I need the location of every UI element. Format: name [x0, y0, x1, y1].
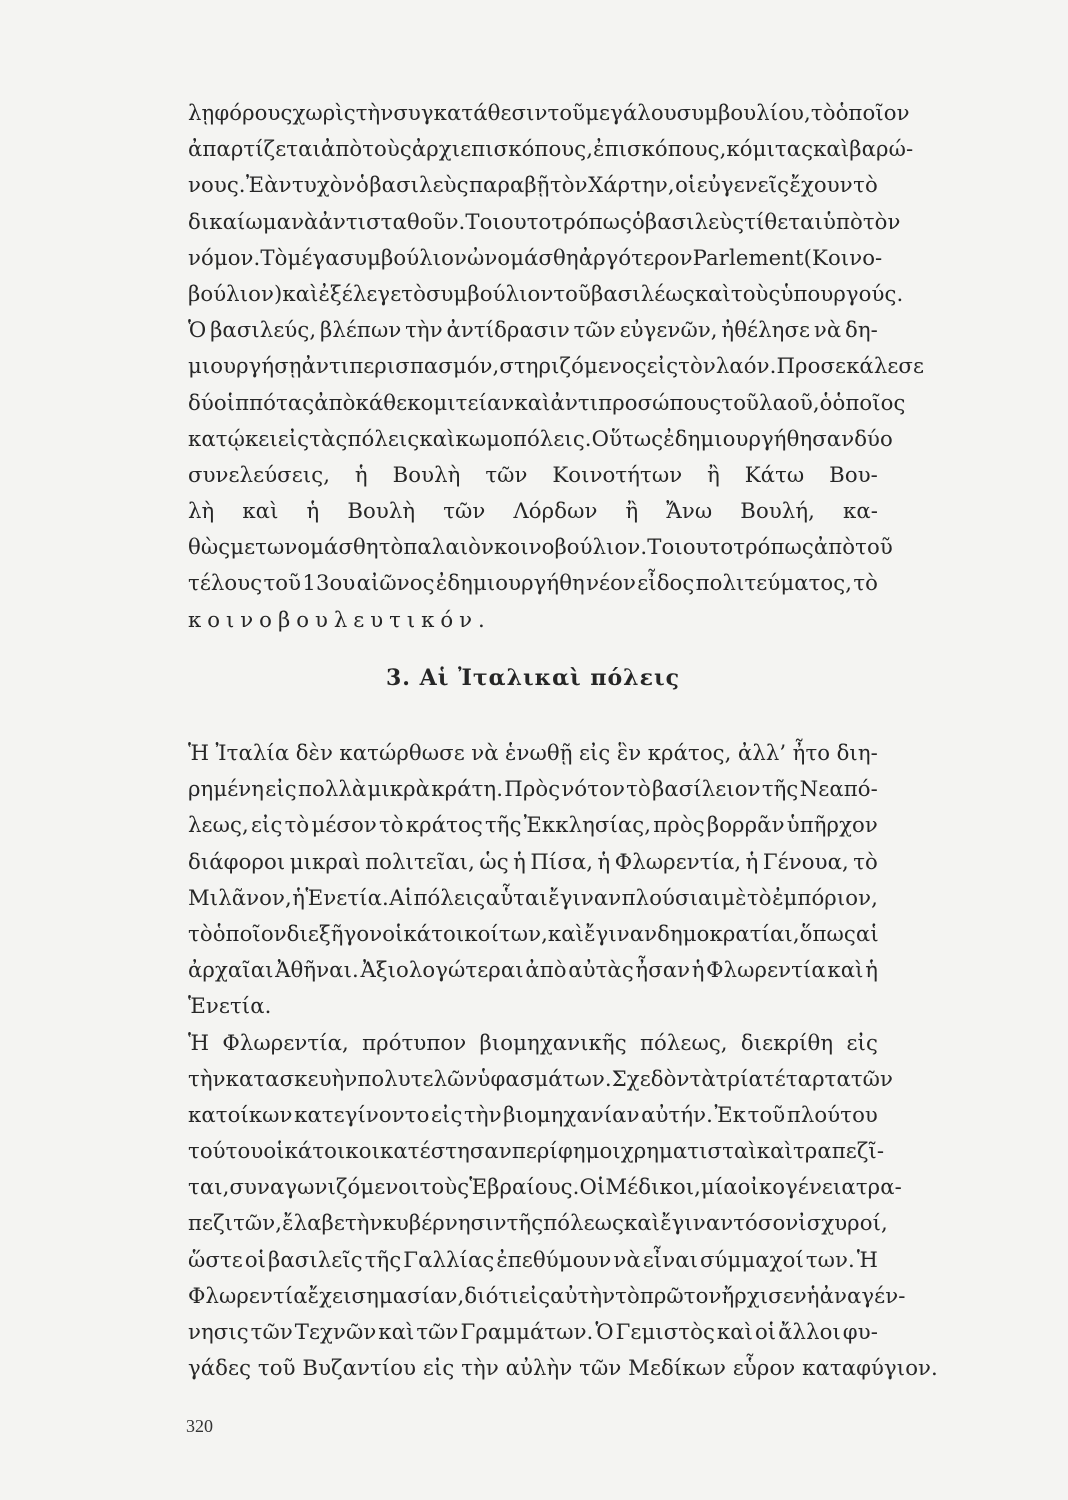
text-line: ὥστε οἱ βασιλεῖς τῆς Γαλλίας ἐπεθύμουν νὰ εἶναι σύμμαχοί των. Ἡ	[188, 1246, 878, 1272]
text-line: λεως, εἰς τὸ μέσον τὸ κράτος τῆς Ἐκκλησίας, πρὸς βορρᾶν ὑπῆρχον	[188, 812, 878, 838]
paragraph-block-section	[188, 735, 938, 1386]
text-line: Ἑνετία.	[188, 993, 272, 1019]
text-line: νόμον. Τὸ μέγα συμβούλιον ὠνομάσθη ἀργότερον Parlement (Κοινο-	[188, 244, 883, 270]
paragraph-block-top	[188, 95, 925, 638]
text-line: ἀπαρτίζεται ἀπὸ τοὺς ἀρχιεπισκόπους, ἐπισκόπους, κόμιτας καὶ βαρώ-	[188, 136, 914, 162]
text-line: Ἡ Φλωρεντία, πρότυπον βιομηχανικῆς πόλεως, διεκρίθη εἰς	[188, 1029, 878, 1055]
text-line: Ὁ βασιλεύς, βλέπων τὴν ἀντίδρασιν τῶν εὐγενῶν, ἠθέλησε νὰ δη-	[188, 317, 878, 343]
text-line: συνελεύσεις, ἡ Βουλὴ τῶν Κοινοτήτων ἢ Κάτω Βου-	[188, 461, 878, 487]
page-number: 320	[186, 1416, 213, 1436]
text-line: διάφοροι μικραὶ πολιτεῖαι, ὡς ἡ Πίσα, ἡ Φλωρεντία, ἡ Γένουα, τὸ	[188, 848, 878, 874]
text-line: τέλους τοῦ 13ου αἰῶνος ἐδημιουργήθη νέον εἶδος πολιτεύματος, τὸ	[188, 570, 878, 596]
text-line: λὴ καὶ ἡ Βουλὴ τῶν Λόρδων ἢ Ἄνω Βουλή, κα-	[188, 498, 878, 524]
text-line: γάδες τοῦ Βυζαντίου εἰς τὴν αὐλὴν τῶν Μεδίκων εὗρον καταφύγιον.	[188, 1355, 938, 1381]
text-line: βούλιον ) καὶ ἐξέλεγε τὸ συμβούλιον τοῦ βασιλέως καὶ τοὺς ὑπουργούς.	[188, 280, 904, 306]
text-line: τὴν κατασκευὴν πολυτελῶν ὑφασμάτων. Σχεδὸν τὰ τρία τέταρτα τῶν	[188, 1065, 894, 1091]
text-line: μιουργήσῃ ἀντιπερισπασμόν, στηριζόμενος εἰς τὸν λαόν. Προσεκάλεσε	[188, 353, 925, 379]
text-line: κοινοβουλευτικόν.	[188, 606, 491, 632]
text-line: δικαίωμα νὰ ἀντισταθοῦν. Τοιουτοτρόπως ὁ βασιλεὺς τίθεται ὑπὸ τὸν	[188, 208, 901, 234]
text-line: νους. Ἐὰν τυχὸν ὁ βασιλεὺς παραβῇ τὸν Χάρτην, οἱ εὐγενεῖς ἔχουν τὸ	[188, 172, 878, 198]
text-line: πεζιτῶν, ἔλαβε τὴν κυβέρνησιν τῆς πόλεως καὶ ἔγιναν τόσον ἰσχυροί,	[188, 1210, 888, 1236]
text-line: ἀρχαῖαι Ἀθῆναι. Ἀξιολογώτεραι ἀπὸ αὐτὰς ἦσαν ἡ Φλωρεντία καὶ ἡ	[188, 957, 878, 983]
text-line: τὸ ὁποῖον διεξῆγον οἱ κάτοικοί των, καὶ ἔγιναν δημοκρατίαι, ὅπως αἱ	[188, 920, 879, 946]
text-line: Μιλᾶνον, ἡ Ἑνετία. Αἱ πόλεις αὗται ἔγιναν πλούσιαι μὲ τὸ ἐμπόριον,	[188, 884, 878, 910]
text-line: κατοίκων κατεγίνοντο εἰς τὴν βιομηχανίαν αὐτήν. Ἐκ τοῦ πλούτου	[188, 1101, 878, 1127]
text-line: Φλωρεντία ἔχει σημασίαν, διότι εἰς αὐτὴν τὸ πρῶτον ἤρχισεν ἡ ἀναγέν-	[188, 1282, 906, 1308]
text-line: κατῴκει εἰς τὰς πόλεις καὶ κωμοπόλεις. Οὕτως ἐδημιουργήθησαν δύο	[188, 425, 893, 451]
text-line: Ἡ Ἰταλία δὲν κατώρθωσε νὰ ἑνωθῇ εἰς ἓν κράτος, ἀλλ’ ἦτο διη-	[188, 740, 878, 765]
text-line: λῃ φόρους χωρὶς τὴν συγκατάθεσιν τοῦ μεγάλου συμβουλίου, τὸ ὁποῖον	[188, 100, 910, 125]
text-line: ρημένη εἰς πολλὰ μικρὰ κράτη. Πρὸς νότον τὸ βασίλειον τῆς Νεαπό-	[188, 776, 878, 802]
text-line: δύο ἱππότας ἀπὸ κάθε κομιτείαν καὶ ἀντιπροσώπους τοῦ λαοῦ, ὁ ὁποῖος	[188, 389, 906, 415]
section-heading: 3. Αἱ Ἰταλικαὶ πόλεις	[386, 665, 680, 691]
text-line: θὼς μετωνομάσθη τὸ παλαιὸν κοινοβούλιον. Τοιουτοτρόπως ἀπὸ τοῦ	[188, 534, 893, 560]
text-line: νησις τῶν Τεχνῶν καὶ τῶν Γραμμάτων. Ὁ Γεμιστὸς καὶ οἱ ἄλλοι φυ-	[188, 1319, 878, 1344]
text-line: ται, συναγωνιζόμενοι τοὺς Ἑβραίους. Οἱ Μέδικοι, μία οἰκογένεια τρα-	[188, 1174, 902, 1200]
text-line: τούτου οἱ κάτοικοι κατέστησαν περίφημοι χρηματισταὶ καὶ τραπεζῖ-	[188, 1138, 885, 1164]
